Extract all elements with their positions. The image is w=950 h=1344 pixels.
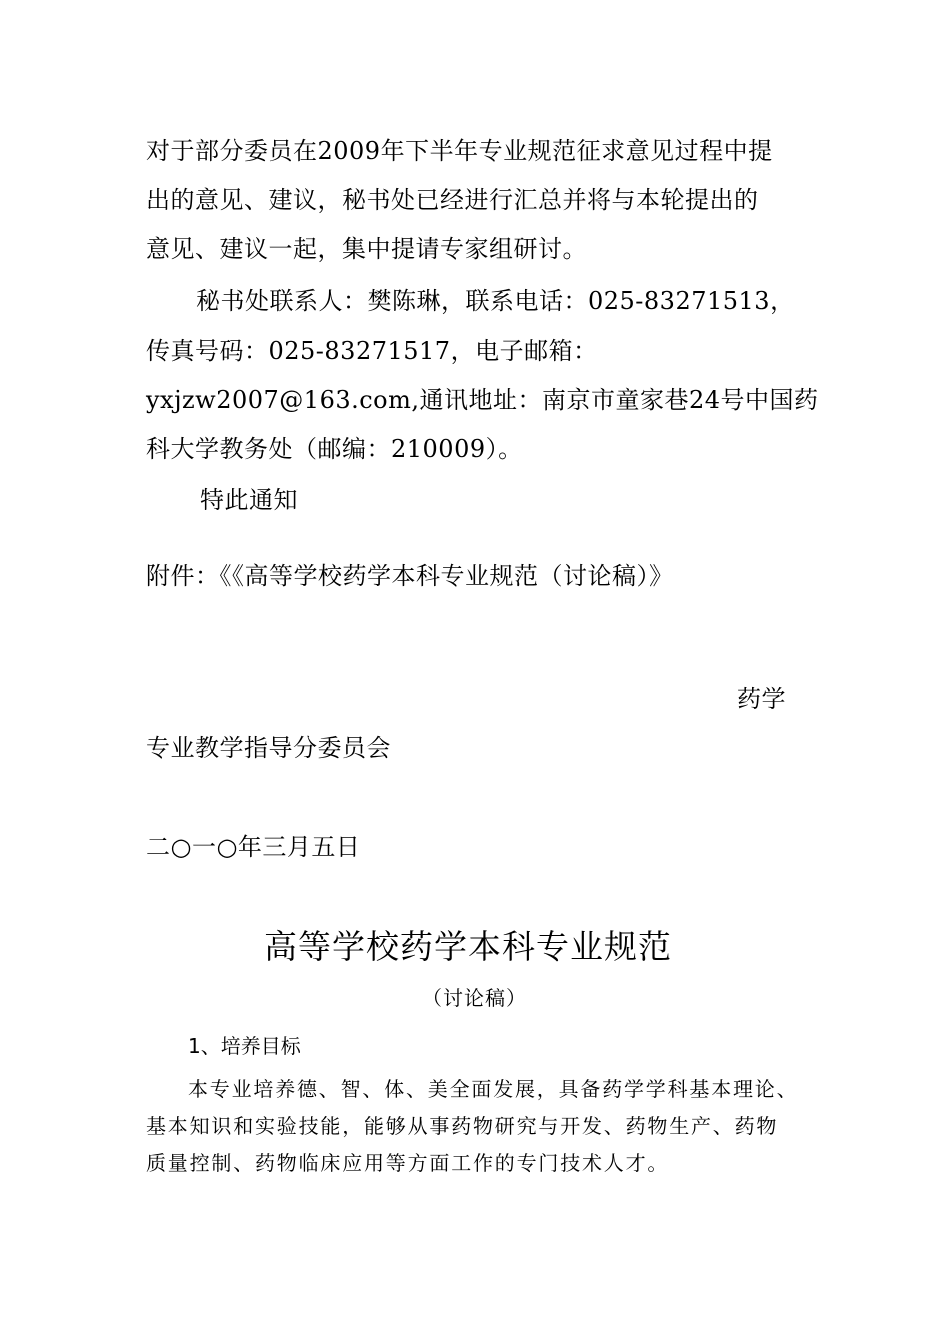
contact-line: yxjzw2007@163.com,通讯地址：南京市童家巷24号中国药 bbox=[146, 386, 819, 414]
attachment-line: 附件：《《高等学校药学本科专业规范（讨论稿）》 bbox=[146, 562, 674, 590]
section-body-line: 基本知识和实验技能，能够从事药物研究与开发、药物生产、药物 bbox=[146, 1114, 779, 1138]
contact-line: 秘书处联系人：樊陈琳，联系电话：025-83271513， bbox=[196, 287, 795, 315]
closing-text: 特此通知 bbox=[200, 486, 298, 514]
document-title: 高等学校药学本科专业规范 bbox=[264, 927, 672, 966]
notice-paragraph-line: 意见、建议一起，集中提请专家组研讨。 bbox=[146, 235, 587, 263]
document-subtitle: （讨论稿） bbox=[422, 986, 527, 1010]
sender-line: 药学 bbox=[737, 685, 786, 713]
contact-line: 科大学教务处（邮编：210009）。 bbox=[146, 435, 523, 463]
section-body-line: 质量控制、药物临床应用等方面工作的专门技术人才。 bbox=[146, 1151, 670, 1175]
notice-paragraph-line: 对于部分委员在2009年下半年专业规范征求意见过程中提 bbox=[146, 137, 773, 165]
section-heading: 1、培养目标 bbox=[188, 1034, 301, 1058]
notice-paragraph-line: 出的意见、建议，秘书处已经进行汇总并将与本轮提出的 bbox=[146, 186, 759, 214]
sender-line: 专业教学指导分委员会 bbox=[146, 734, 391, 762]
section-body-line: 本专业培养德、智、体、美全面发展，具备药学学科基本理论、 bbox=[188, 1077, 799, 1101]
contact-line: 传真号码：025-83271517，电子邮箱： bbox=[146, 337, 598, 365]
notice-date: 二○一○年三月五日 bbox=[146, 833, 361, 861]
